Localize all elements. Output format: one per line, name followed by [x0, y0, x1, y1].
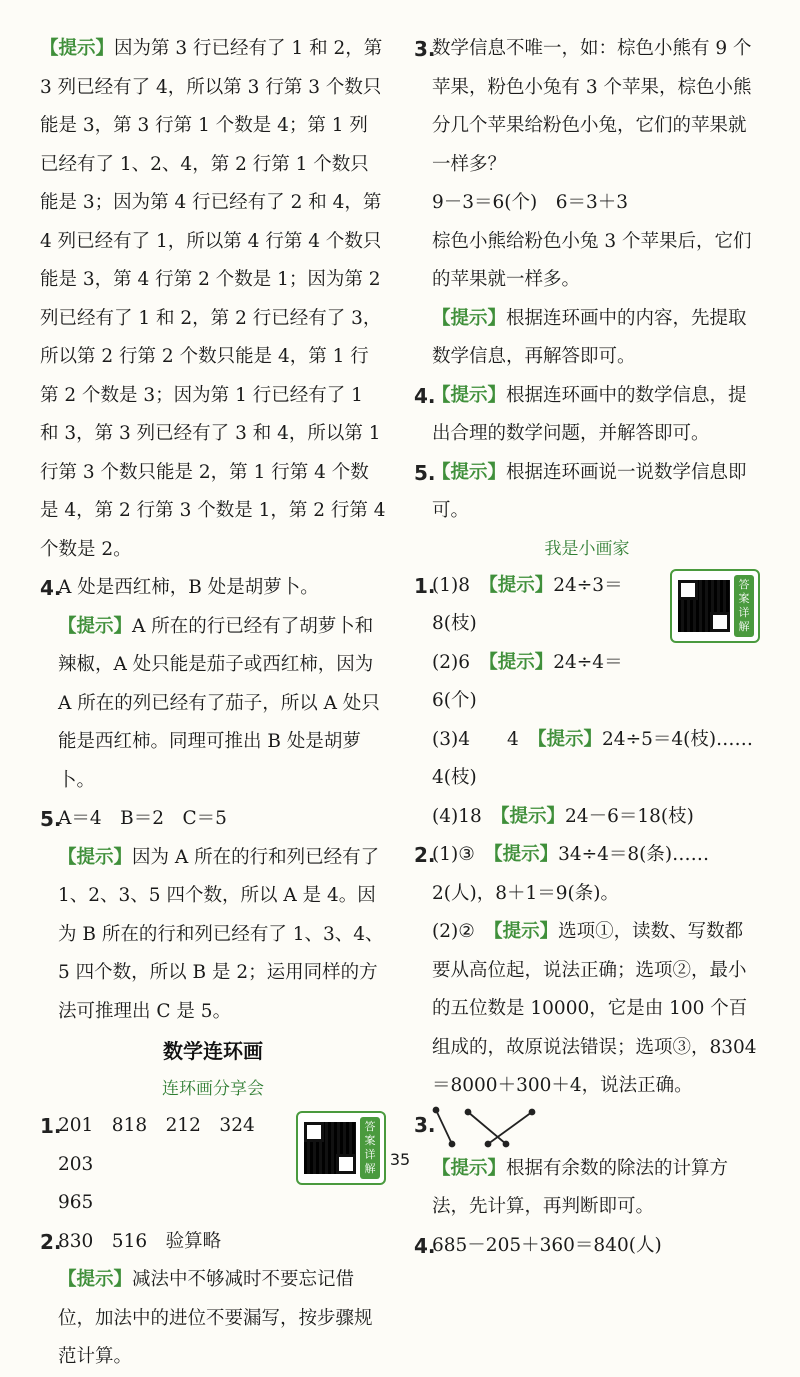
sub-answer-3: [432, 721, 760, 798]
calculation: 9－3＝6(个) 6＝3＋3: [432, 192, 629, 213]
answer-3-tip: [40, 30, 386, 569]
match-dot: [504, 1141, 509, 1146]
tip-text: 因为 A 所在的行和列已经有了 1、2、3、5 四个数，所以 A 是 4。因为 B 所在的行和列已经有了 1、3、4、5 四个数，所以 B 是 2；运用同样的方法可推理出 C 是 5。: [58, 846, 384, 1022]
answer-text: A＝4 B＝2 C＝5: [58, 808, 227, 829]
tip-label: 【提示】: [58, 615, 133, 637]
sub-answer-1: [432, 836, 760, 913]
sub-answer-value: (3)4 4: [432, 728, 519, 750]
answer-text: 830 516 验算略: [58, 1230, 222, 1252]
tip-text: 选项①，读数、写数都要从高位起，说法正确；选项②，最小的五位数是 10000，它是由 100 个百组成的，故原说法错误；选项③，8304＝8000＋300＋4，说法正确。: [432, 921, 757, 1096]
tip-text: 24÷4＝6(个): [432, 651, 623, 711]
tip-label: 【提示】: [432, 461, 507, 483]
qr-tag: 答案详解: [734, 575, 754, 637]
qr-code-icon[interactable]: [296, 1111, 386, 1185]
tip-label: 【提示】: [500, 805, 566, 827]
section-title: 数学连环画: [163, 1039, 263, 1063]
tip-text: 根据有余数的除法的计算方法，先计算，再判断即可。: [432, 1157, 729, 1217]
tip-label: 【提示】: [493, 921, 559, 942]
tip-text: 24÷3＝8(枝): [432, 574, 623, 634]
answer-5: [40, 800, 386, 839]
match-dot: [466, 1109, 471, 1114]
painter-answer-2: [414, 836, 760, 1106]
question-number: 2.: [40, 1229, 62, 1254]
question-number: 4.: [40, 576, 62, 600]
tip-text: 24÷5＝4(枝)……4(枝): [432, 728, 754, 788]
tip-label: 【提示】: [432, 1157, 507, 1179]
sub-answer-value: (1)③: [432, 844, 475, 865]
tip-text: 根据连环画中的内容，先提取数学信息，再解答即可。: [432, 307, 747, 367]
question-number: 2.: [414, 843, 436, 867]
subsection-title: 我是小画家: [544, 538, 630, 559]
sub-answer-value: (2)6: [432, 651, 470, 673]
answer-3: [414, 30, 760, 377]
answer-3-tip: [432, 300, 760, 377]
tip-label: 【提示】: [432, 307, 507, 329]
tip-label: 【提示】: [58, 846, 133, 868]
tip-label: 【提示】: [537, 728, 603, 750]
match-line: [436, 1110, 452, 1144]
tip-label: 【提示】: [432, 384, 507, 406]
sub-answer-2: [432, 644, 760, 721]
question-number: 1.: [414, 573, 436, 598]
tip-text: 减法中不够减时不要忘记借位，加法中的进位不要漏写，按步骤规范计算。: [58, 1269, 373, 1367]
answer-text: 685－205＋360＝840(人): [432, 1234, 662, 1256]
question-number: 4.: [414, 1233, 436, 1258]
tip-text: 根据连环画说一说数学信息即可。: [432, 461, 747, 521]
answer-text: 数学信息不唯一，如：棕色小熊有 9 个苹果，粉色小兔有 3 个苹果，棕色小熊分几个苹果给粉色小兔，它们的苹果就一样多？: [432, 38, 752, 175]
match-dot: [450, 1141, 455, 1146]
answer-5-tip: [40, 839, 386, 1032]
tip-text: 根据连环画中的数学信息，提出合理的数学问题，并解答即可。: [432, 384, 747, 444]
answer-4-tip: [40, 608, 386, 801]
tip-text: 24－6＝18(枝): [565, 805, 694, 827]
match-line: [468, 1112, 506, 1144]
sub-answer-2: [432, 913, 760, 1106]
question-number: 3.: [414, 37, 436, 61]
tip-label: 【提示】: [493, 844, 559, 865]
sub-answer-value: (2)②: [432, 921, 475, 942]
tip-label: 【提示】: [40, 38, 115, 59]
tip-text: 34÷4＝8(条)……2(人)，8＋1＝9(条)。: [432, 844, 710, 904]
question-number: 4.: [414, 383, 436, 408]
question-number: 5.: [40, 807, 62, 831]
match-dot: [530, 1109, 535, 1114]
answer-text: 棕色小熊给粉色小兔 3 个苹果后，它们的苹果就一样多。: [432, 230, 752, 290]
tip-label: 【提示】: [58, 1269, 133, 1290]
question-number: 5.: [414, 460, 436, 485]
answer-4: [40, 569, 386, 608]
subsection-title: 连环画分享会: [162, 1079, 264, 1099]
sub-answer-4: [432, 798, 760, 837]
question-number: 1.: [40, 1114, 62, 1138]
painter-answer-1: [414, 567, 760, 837]
page-number: 35: [389, 1150, 411, 1169]
tip-label: 【提示】: [488, 651, 554, 673]
answer-5: [414, 454, 760, 531]
answer-text: A 处是西红柿，B 处是胡萝卜。: [58, 577, 319, 598]
qr-code-icon[interactable]: [670, 569, 760, 643]
left-column: [40, 30, 386, 1377]
answer-line: 201 818 212 324 203: [58, 1115, 274, 1175]
tip-text: 因为第 3 行已经有了 1 和 2，第 3 列已经有了 4，所以第 3 行第 3 个数只能是 3，第 3 行第 1 个数是 4；第 1 列已经有了 1、2、4，第 2 行第 1 个数只能是 3；因为第 4 行已经有了 2 和 4，第 4 列已经有了 1，所以第 4 行第 4 个数只能是 3，第 4 行第 2 个数是 1；因为第 2 列已经有了 1 和 2，第 2 行已经有了 3，所以第 2 行第 2 个数只能是 4，第 1 行第 2 个数是 3；因为第 1 行已经有了 1 和 3，第 3 列已经有了 3 和 4，所以第 1 行第 3 个数只能是 2，第 1 行第 4 个数是 4，第 2 行第 3 个数是 1，第 2 行第 4 个数是 2。: [40, 38, 386, 560]
sub-answer-value: (1)8: [432, 574, 470, 596]
answer-4: [414, 377, 760, 454]
answer-line: 965: [58, 1192, 94, 1213]
share-answer-2: [40, 1223, 386, 1262]
sub-answer-value: (4)18: [432, 805, 482, 827]
qr-tag: 答案详解: [360, 1117, 380, 1179]
matching-lines-figure: [432, 1106, 542, 1150]
tip-text: A 所在的行已经有了胡萝卜和辣椒，A 处只能是茄子或西红柿，因为 A 所在的列已经有了茄子，所以 A 处只能是西红柿。同理可推出 B 处是胡萝卜。: [58, 615, 380, 791]
right-column: [414, 30, 760, 1265]
match-dot: [486, 1141, 491, 1146]
tip-label: 【提示】: [488, 574, 554, 596]
qr-pattern: [678, 580, 730, 632]
question-number: 3.: [414, 1112, 436, 1137]
painter-answer-4: [414, 1227, 760, 1266]
share-answer-2-tip: [40, 1261, 386, 1377]
match-line: [488, 1112, 532, 1144]
